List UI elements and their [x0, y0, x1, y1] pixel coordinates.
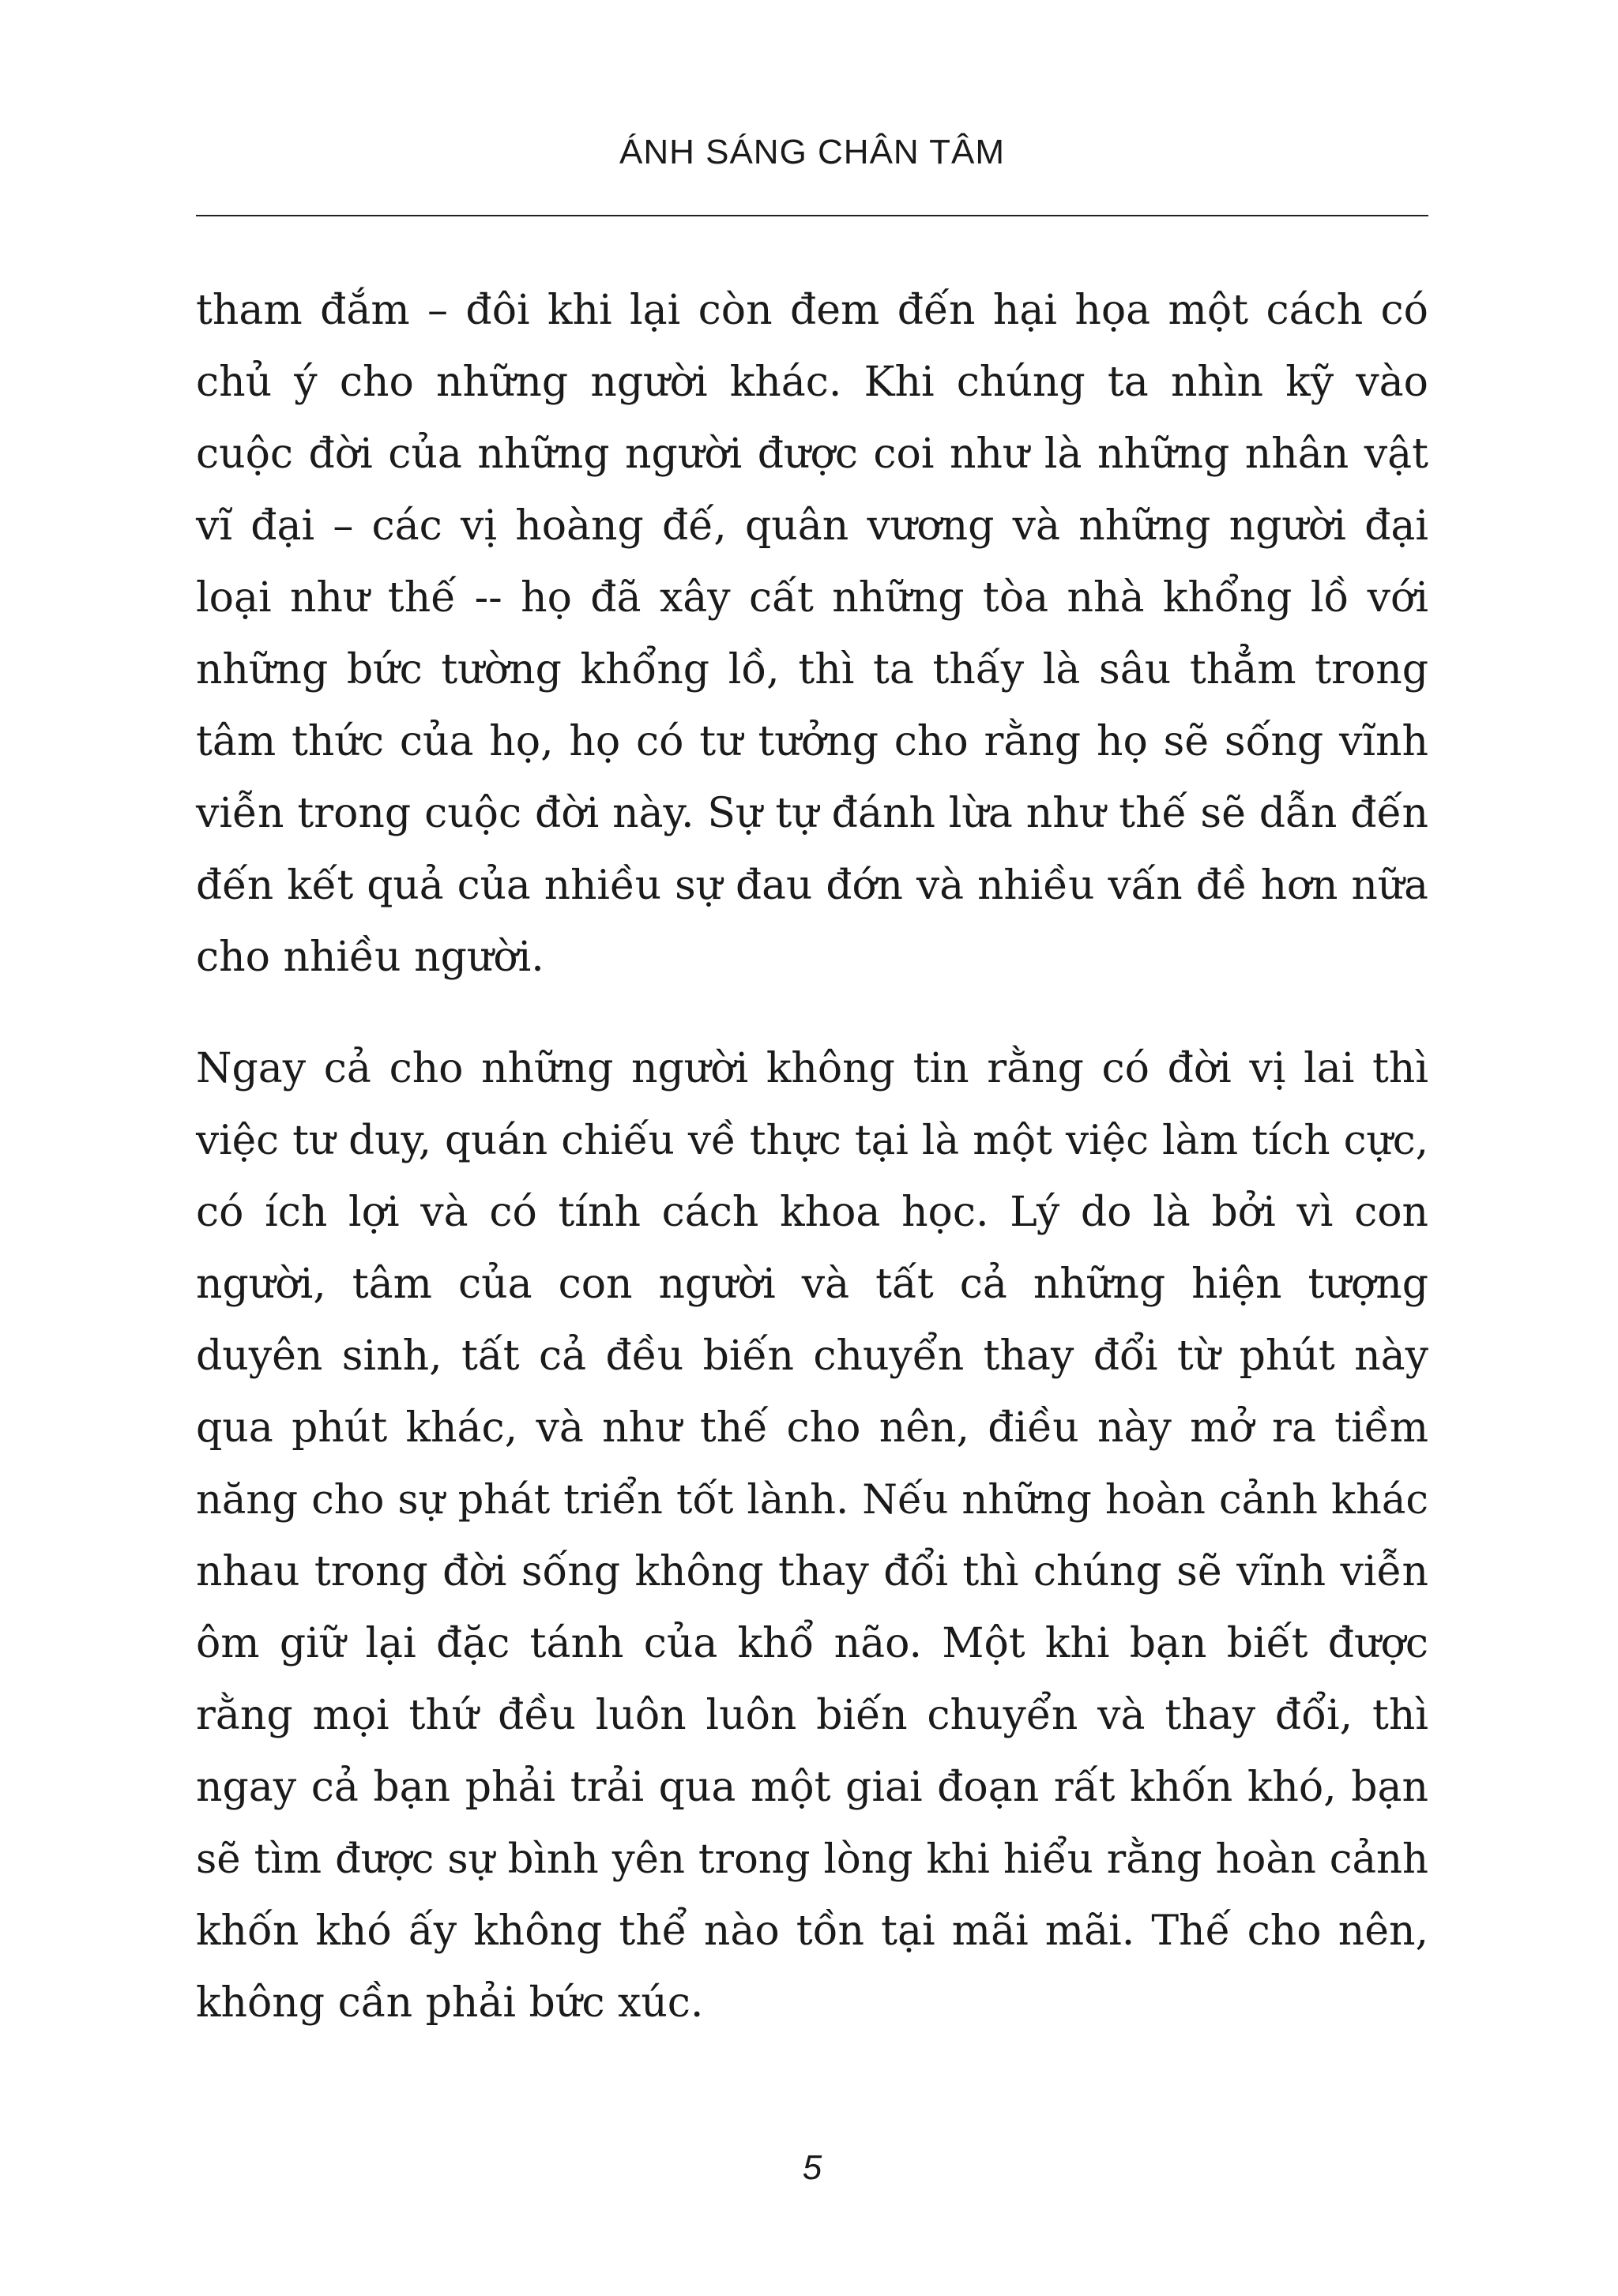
text-line: duyên sinh, tất cả đều biến chuyển thay đổi từ phút này: [196, 1332, 1428, 1380]
paragraph-1: [196, 275, 1428, 994]
text-line: cuộc đời của những người được coi như là những nhân vật: [196, 430, 1428, 478]
text-line: rằng mọi thứ đều luôn luôn biến chuyển và thay đổi, thì: [196, 1692, 1428, 1739]
text-line: vĩ đại – các vị hoàng đế, quân vương và những người đại: [196, 502, 1428, 550]
text-line: đến kết quả của nhiều sự đau đớn và nhiều vấn đề hơn nữa: [196, 862, 1428, 909]
paragraph-2: [196, 1033, 1428, 2039]
text-line: sẽ tìm được sự bình yên trong lòng khi hiểu rằng hoàn cảnh: [196, 1836, 1428, 1883]
body-text: [196, 275, 1428, 2039]
text-line: qua phút khác, và như thế cho nên, điều này mở ra tiềm: [196, 1404, 1428, 1452]
text-line: ngay cả bạn phải trải qua một giai đoạn rất khốn khó, bạn: [196, 1764, 1428, 1811]
text-line: Ngay cả cho những người không tin rằng có đời vị lai thì: [196, 1045, 1428, 1092]
text-line: người, tâm của con người và tất cả những hiện tượng: [196, 1261, 1428, 1308]
text-line: ôm giữ lại đặc tánh của khổ não. Một khi bạn biết được: [196, 1620, 1428, 1667]
header-divider: [196, 215, 1428, 216]
text-line: khốn khó ấy không thể nào tồn tại mãi mãi. Thế cho nên,: [196, 1907, 1428, 1955]
text-line: không cần phải bức xúc.: [196, 1979, 704, 2027]
text-line: năng cho sự phát triển tốt lành. Nếu những hoàn cảnh khác: [196, 1477, 1428, 1524]
text-line: việc tư duy, quán chiếu về thực tại là một việc làm tích cực,: [196, 1117, 1428, 1164]
text-line: loại như thế -- họ đã xây cất những tòa nhà khổng lồ với: [196, 574, 1428, 622]
page-number: 5: [802, 2148, 822, 2187]
text-line: tâm thức của họ, họ có tư tưởng cho rằng họ sẽ sống vĩnh: [196, 718, 1428, 765]
text-line: có ích lợi và có tính cách khoa học. Lý do là bởi vì con: [196, 1189, 1428, 1236]
text-line: chủ ý cho những người khác. Khi chúng ta nhìn kỹ vào: [196, 359, 1428, 406]
text-line: cho nhiều người.: [196, 934, 544, 981]
running-header-title: ÁNH SÁNG CHÂN TÂM: [619, 133, 1006, 171]
text-line: nhau trong đời sống không thay đổi thì chúng sẽ vĩnh viễn: [196, 1548, 1428, 1595]
text-line: viễn trong cuộc đời này. Sự tự đánh lừa như thế sẽ dẫn đến: [196, 790, 1428, 837]
text-line: tham đắm – đôi khi lại còn đem đến hại họa một cách có: [196, 287, 1428, 334]
text-line: những bức tường khổng lồ, thì ta thấy là sâu thẳm trong: [196, 646, 1428, 693]
